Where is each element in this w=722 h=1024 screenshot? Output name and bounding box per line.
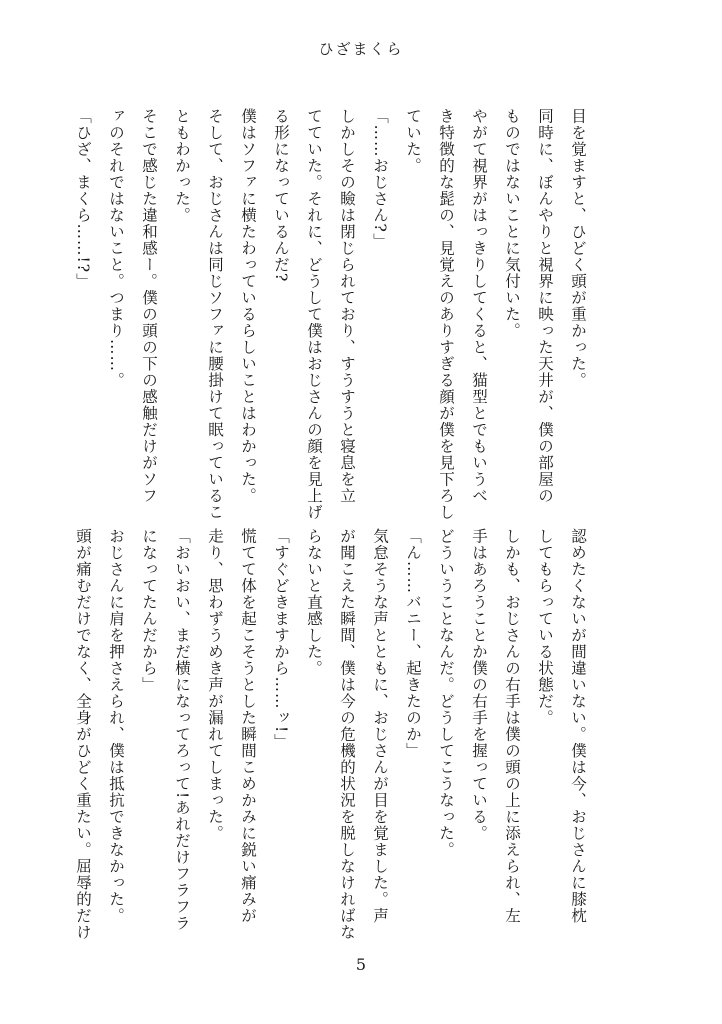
paragraph: おじさんに肩を押さえられ、僕は抵抗できなかった。 <box>107 528 125 924</box>
paragraph: 「ん……バニー、起きたのか」 <box>404 528 422 759</box>
paragraph: き特徴的な髭の、見覚えのありすぎる顔が僕を見下ろし <box>437 108 455 521</box>
paragraph: 「おいおい、まだ横になってろって!あれだけフラフラ <box>173 528 191 932</box>
paragraph: 「すぐどきますから……ッ!」 <box>272 528 290 750</box>
paragraph: 頭が痛むだけでなく、全身がひどく重たい。屈辱的だけ <box>74 528 92 941</box>
paragraph: 目を覚ますと、ひどく頭が重かった。 <box>569 108 587 389</box>
paragraph: ものではないことに気付いた。 <box>503 108 521 339</box>
paragraph: 「ひざ、まくら……!?」 <box>74 108 92 290</box>
paragraph: ァのそれではないこと。つまり……。 <box>107 108 125 389</box>
paragraph: ともわかった。 <box>173 108 191 224</box>
paragraph: しかも、おじさんの右手は僕の頭の上に添えられ、左 <box>503 528 521 924</box>
paragraph: しかしその瞼は閉じられており、すうすうと寝息を立 <box>338 108 356 504</box>
paragraph: 同時に、ぼんやりと視界に映った天井が、僕の部屋の <box>536 108 554 504</box>
paragraph: どういうことなんだ。どうしてこうなった。 <box>437 528 455 858</box>
paragraph: 僕はソファに横たわっているらしいことはわかった。 <box>239 108 257 504</box>
paragraph: 「……おじさん?」 <box>371 108 389 250</box>
paragraph: 走り、思わずうめき声が漏れてしまった。 <box>206 528 224 842</box>
paragraph: らないと直感した。 <box>305 528 323 677</box>
paragraph: る形になっているんだ? <box>272 108 290 283</box>
paragraph: 認めたくないが間違いない。僕は今、おじさんに膝枕 <box>569 528 587 924</box>
paragraph: ていた。 <box>404 108 422 174</box>
paragraph: してもらっている状態だ。 <box>536 528 554 726</box>
lower-text-block <box>66 528 594 941</box>
running-title: ひざまくら <box>318 40 404 58</box>
paragraph: 気怠そうな声とともに、おじさんが目を覚ました。声 <box>371 528 389 924</box>
paragraph: てていた。それに、どうして僕はおじさんの顔を見上げ <box>305 108 323 521</box>
paragraph: そこで感じた違和感ー。僕の頭の下の感触だけがソフ <box>140 108 158 504</box>
paragraph: やがて視界がはっきりしてくると、猫型とでもいうべ <box>470 108 488 504</box>
paragraph: 慌てて体を起こそうとした瞬間こめかみに鋭い痛みが <box>239 528 257 924</box>
paragraph: そして、おじさんは同じソファに腰掛けて眠っているこ <box>206 108 224 521</box>
paragraph: が聞こえた瞬間、僕は今の危機的状況を脱しなければな <box>338 528 356 941</box>
paragraph: になってたんだから」 <box>140 528 158 693</box>
paragraph: 手はあろうことか僕の右手を握っている。 <box>470 528 488 842</box>
page-number: 5 <box>355 955 367 974</box>
upper-text-block <box>66 108 594 521</box>
